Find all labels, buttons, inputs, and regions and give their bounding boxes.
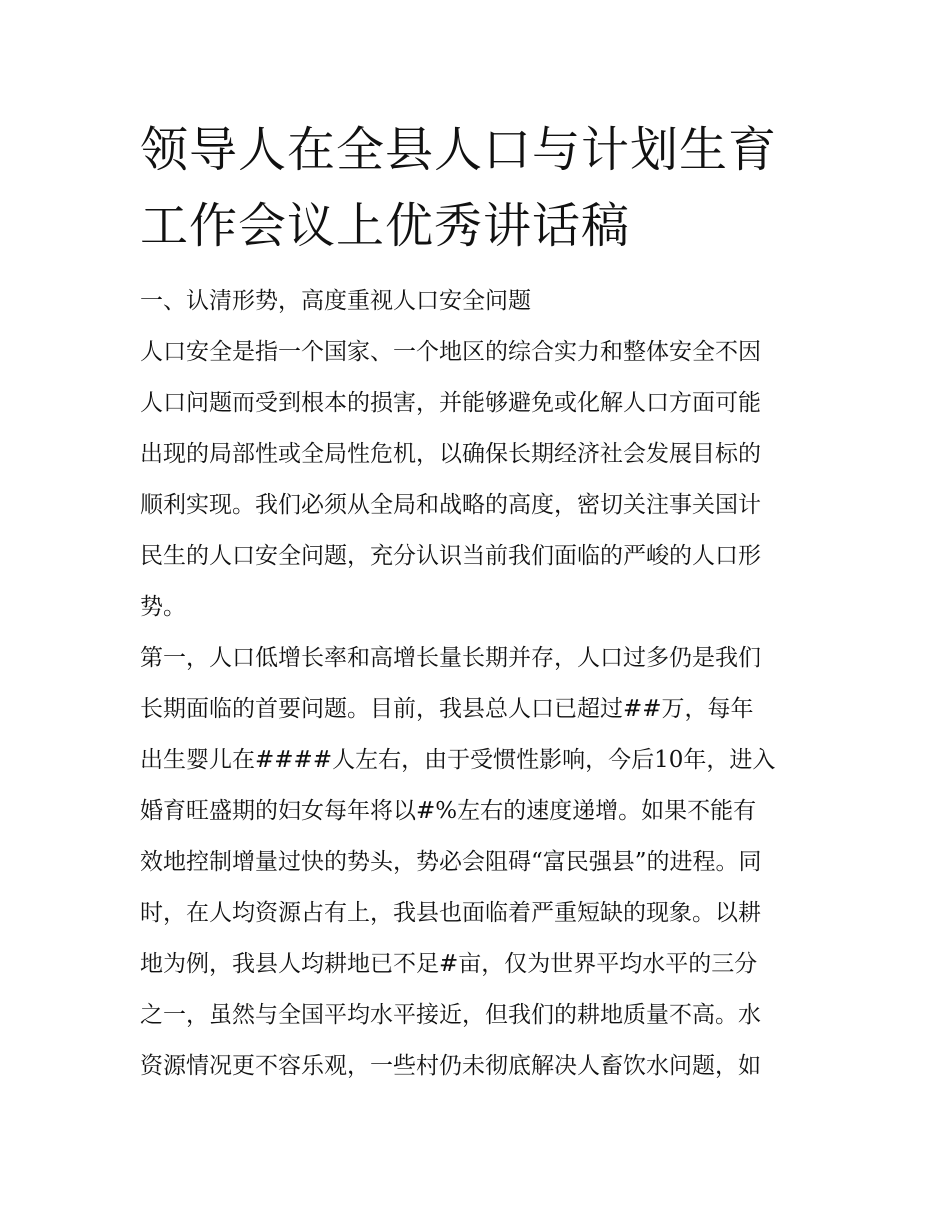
paragraph-line: 之一，虽然与全国平均水平接近，但我们的耕地质量不高。水 [140,1002,761,1028]
paragraph-line: 势。 [140,594,186,620]
paragraph-line: 第一，人口低增长率和高增长量长期并存，人口过多仍是我们 [140,645,761,671]
paragraph-line: 婚育旺盛期的妇女每年将以#%左右的速度递增。如果不能有 [140,798,757,824]
paragraph-line: 地为例，我县人均耕地已不足#亩，仅为世界平均水平的三分 [140,951,758,977]
document-title [140,112,820,264]
paragraph-line: 时，在人均资源占有上，我县也面临着严重短缺的现象。以耕 [140,900,761,926]
paragraph-line: 顺利实现。我们必须从全局和战略的高度，密切关注事关国计 [140,492,761,518]
paragraph-line: 长期面临的首要问题。目前，我县总人口已超过##万，每年 [140,696,754,722]
paragraph-line: 效地控制增量过快的势头，势必会阻碍“富民强县”的进程。同 [140,849,762,875]
title-line: 工作会议上优秀讲话稿 [140,198,631,254]
document-body [140,276,820,1092]
paragraph-line: 出生婴儿在####人左右，由于受惯性影响，今后10年，进入 [140,747,776,773]
paragraph-line: 人口问题而受到根本的损害，并能够避免或化解人口方面可能 [140,390,761,416]
paragraph-line: 资源情况更不容乐观，一些村仍未彻底解决人畜饮水问题，如 [140,1053,761,1079]
paragraph-line: 人口安全是指一个国家、一个地区的综合实力和整体安全不因 [140,339,761,365]
title-line: 领导人在全县人口与计划生育 [140,122,778,178]
section-heading: 一、认清形势，高度重视人口安全问题 [140,288,531,314]
paragraph-line: 民生的人口安全问题，充分认识当前我们面临的严峻的人口形 [140,543,761,569]
paragraph-line: 出现的局部性或全局性危机，以确保长期经济社会发展目标的 [140,441,761,467]
